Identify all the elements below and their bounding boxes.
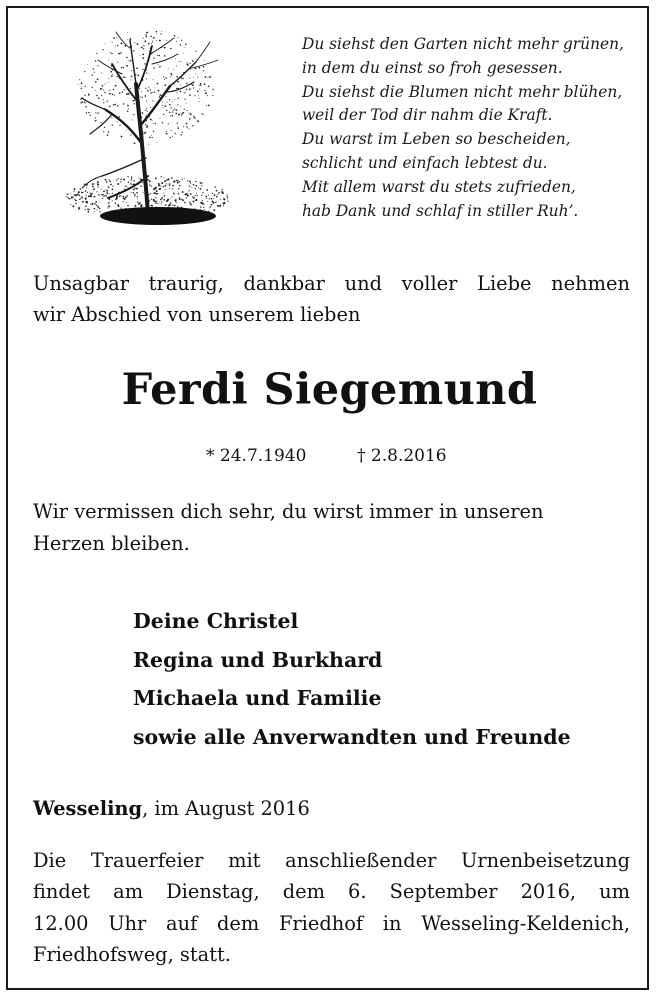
poem-line: schlicht und einfach lebtest du. [302, 153, 548, 172]
poem-line: Du siehst den Garten nicht mehr grünen, [302, 35, 624, 53]
intro-text [33, 268, 630, 330]
poem-line: in dem du einst so froh gesessen. [302, 58, 563, 77]
place-date [33, 794, 310, 824]
place-date-text: , im August 2016 [142, 797, 310, 820]
ceremony-text [33, 845, 630, 970]
family-entry: Deine Christel [133, 609, 299, 633]
poem [302, 33, 642, 223]
message-line: Wir vermissen dich sehr, du wirst immer in unseren [33, 500, 544, 523]
family-list [133, 602, 571, 756]
poem-line: Du siehst die Blumen nicht mehr blühen, [302, 82, 623, 101]
poem-line: Mit allem warst du stets zufrieden, [302, 177, 576, 196]
poem-line: Du warst im Leben so bescheiden, [302, 130, 571, 149]
deceased-name: Ferdi Siegemund [121, 365, 538, 415]
family-entry: Michaela und Familie [133, 686, 382, 710]
message-line: Herzen bleiben. [33, 532, 190, 555]
ceremony-line: Die Trauerfeier mit anschließender Urnenbeisetzung [33, 849, 630, 872]
family-entry: Regina und Burkhard [133, 647, 383, 672]
poem-line: hab Dank und schlaf in stiller Ruh’. [302, 201, 579, 220]
poem-line: weil der Tod dir nahm die Kraft. [302, 106, 553, 125]
death-date: † 2.8.2016 [357, 446, 447, 466]
family-entry: sowie alle Anverwandten und Freunde [133, 724, 571, 749]
ceremony-line: 12.00 Uhr auf dem Friedhof in Wesseling-Keldenich, [33, 911, 630, 935]
intro-line: Unsagbar traurig, dankbar und voller Liebe nehmen [33, 272, 630, 295]
ceremony-line: findet am Dienstag, dem 6. September 2016, um [33, 880, 630, 904]
ceremony-line: Friedhofsweg, statt. [33, 942, 231, 966]
intro-line: wir Abschied von unserem lieben [33, 303, 361, 326]
birth-date: * 24.7.1940 [206, 446, 307, 466]
tree-icon [62, 26, 240, 232]
place-town: Wesseling [33, 797, 143, 820]
message-text [33, 496, 630, 560]
